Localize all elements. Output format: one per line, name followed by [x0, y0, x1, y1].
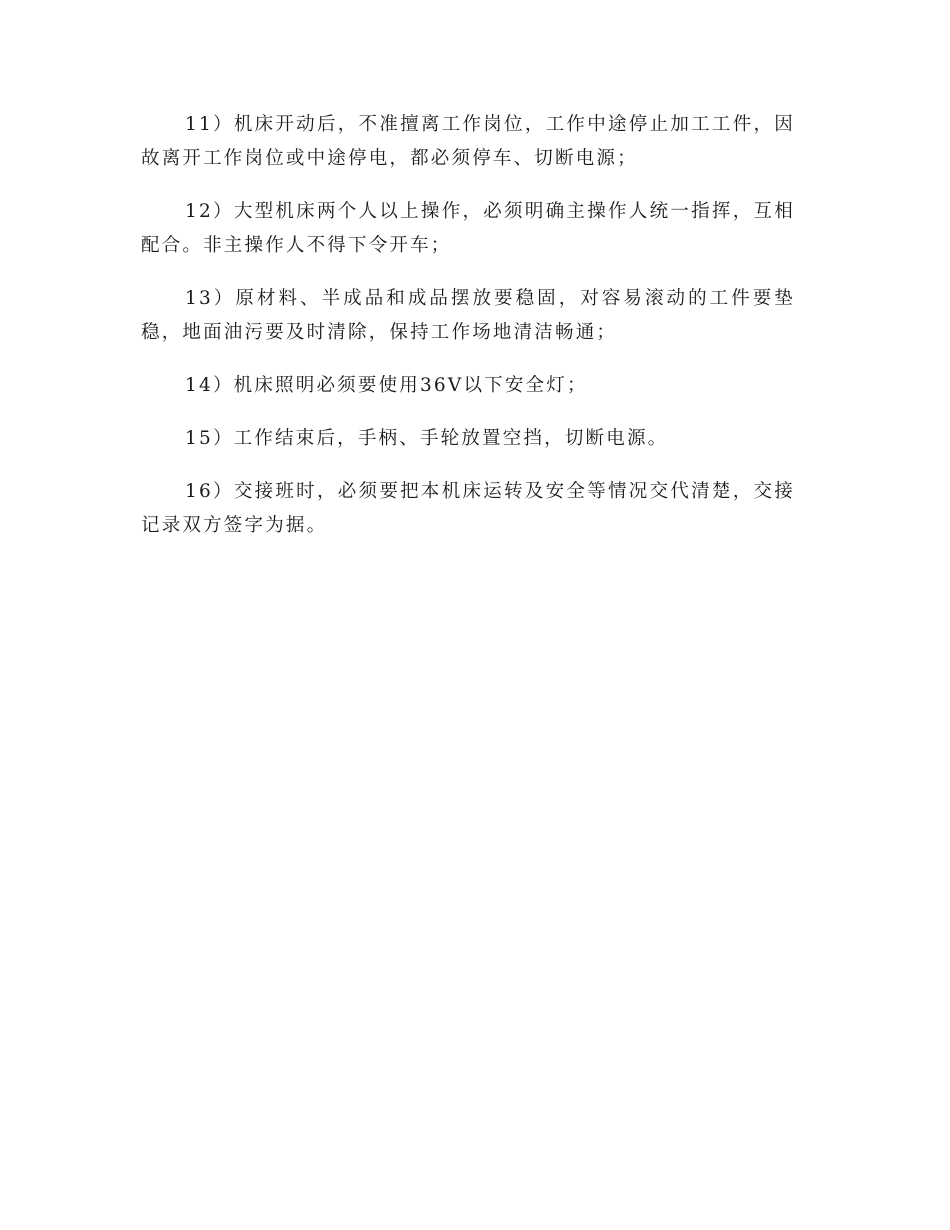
document-body — [141, 108, 795, 562]
paragraph-rule-12: 12）大型机床两个人以上操作，必须明确主操作人统一指挥，互相配合。非主操作人不得下令开车； — [141, 201, 795, 256]
paragraph-rule-16: 16）交接班时，必须要把本机床运转及安全等情况交代清楚，交接记录双方签字为据。 — [141, 481, 795, 536]
paragraph-rule-11: 11）机床开动后，不准擅离工作岗位，工作中途停止加工工件，因故离开工作岗位或中途停电，都必须停车、切断电源； — [141, 114, 795, 169]
paragraph-rule-14: 14）机床照明必须要使用36V以下安全灯； — [185, 375, 588, 396]
paragraph-rule-15: 15）工作结束后，手柄、手轮放置空挡，切断电源。 — [185, 428, 669, 449]
paragraph-rule-13: 13）原材料、半成品和成品摆放要稳固，对容易滚动的工件要垫稳，地面油污要及时清除，保持工作场地清洁畅通； — [141, 288, 795, 343]
